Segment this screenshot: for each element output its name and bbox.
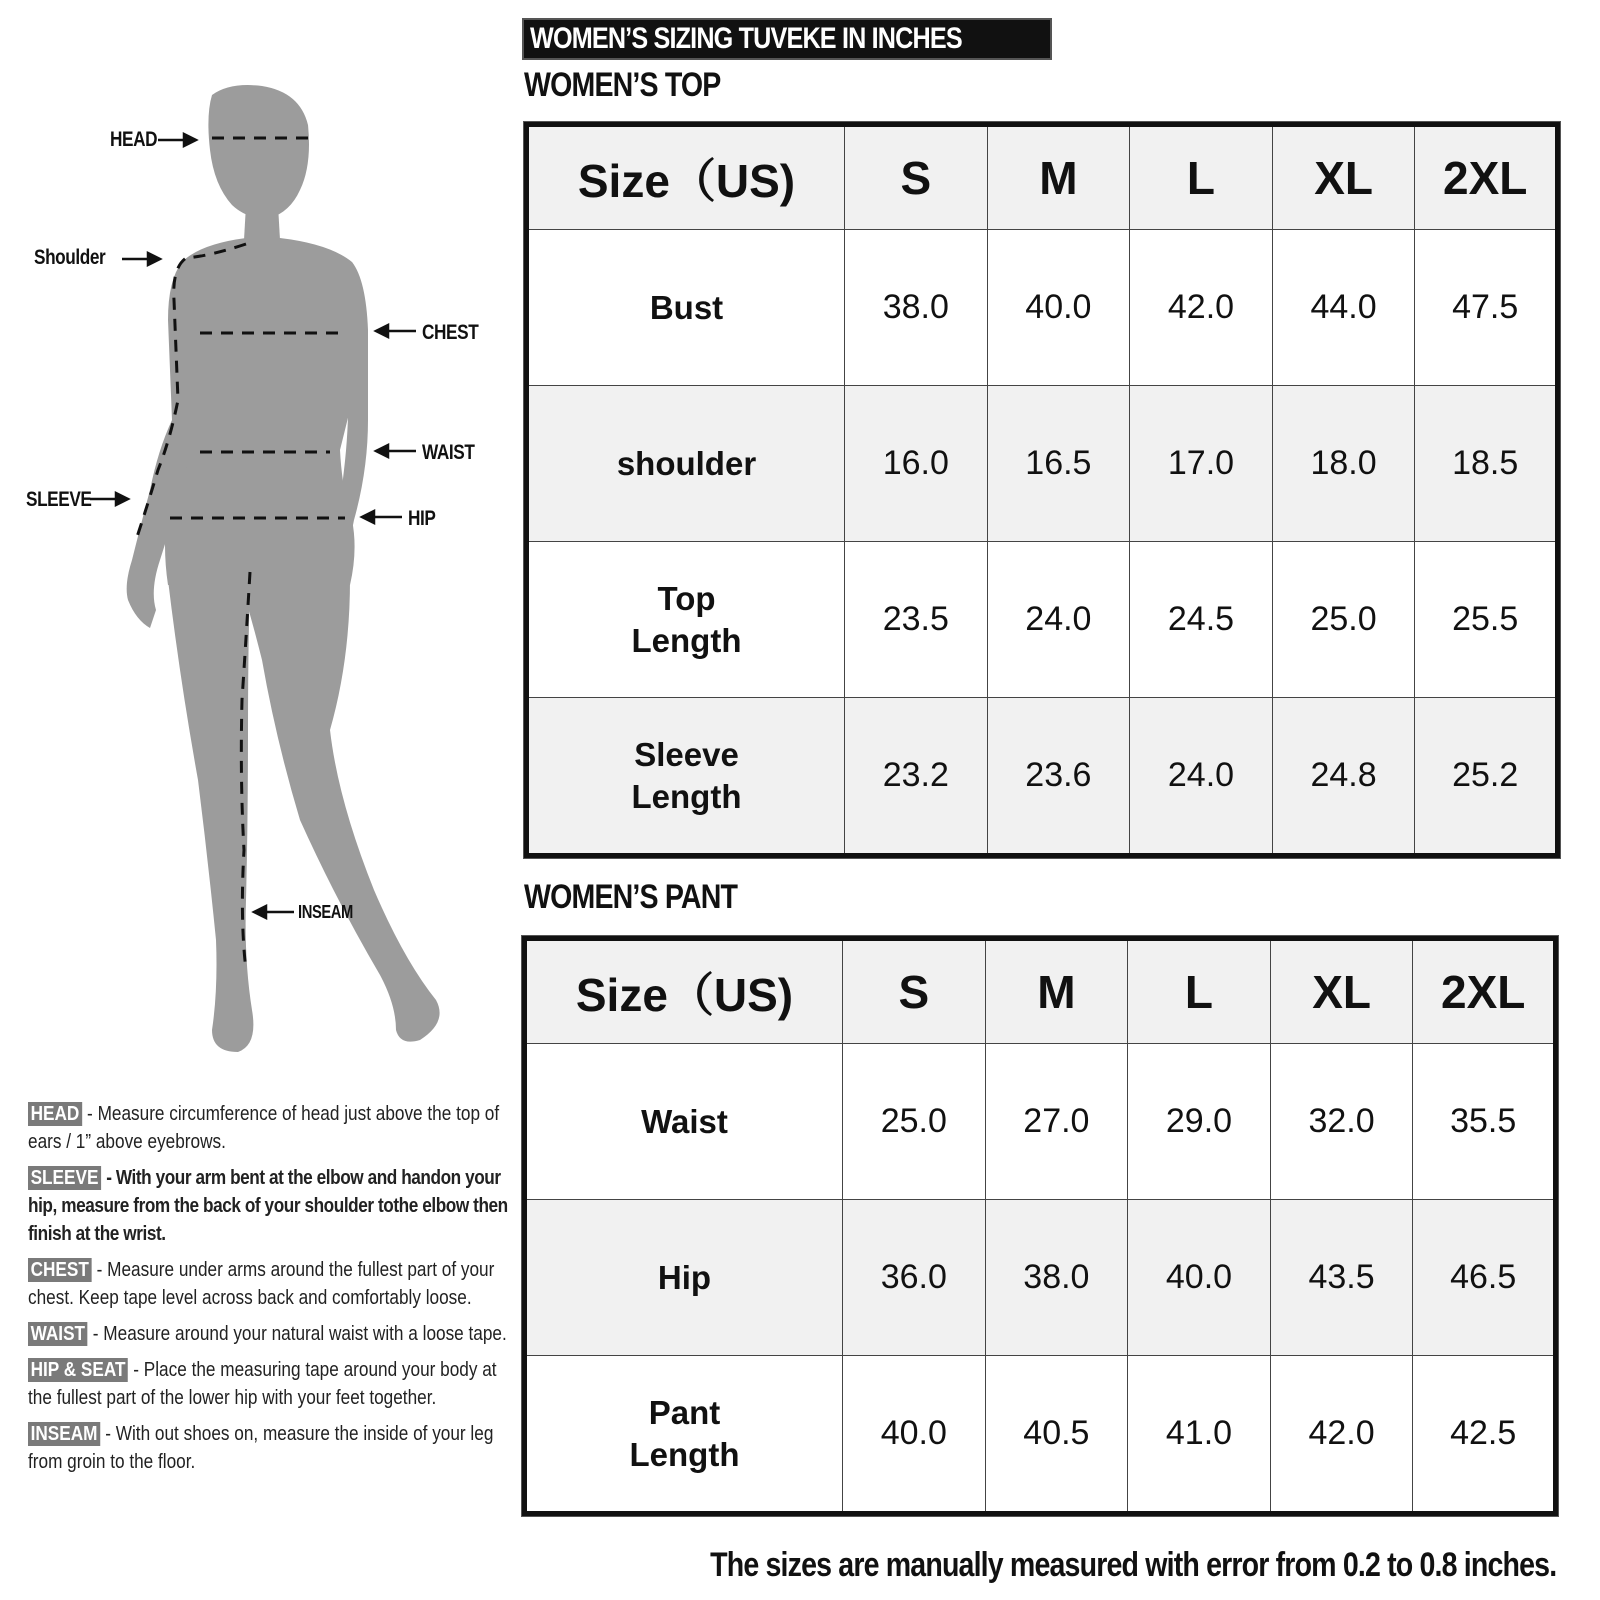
table-cell: 36.0 (843, 1200, 986, 1356)
header-cell: Size（US) (527, 125, 845, 230)
table-cell: 23.2 (845, 698, 988, 856)
legend-text: - Place the measuring tape around your body at the fullest part of the lower hip with your feet together. (28, 1359, 497, 1409)
top-size-table (524, 122, 1560, 858)
row-label: shoulder (527, 386, 845, 542)
pant-size-table (522, 936, 1558, 1516)
table-cell: 25.2 (1415, 698, 1558, 856)
table-cell: 16.0 (845, 386, 988, 542)
table-cell: 24.8 (1272, 698, 1415, 856)
legend-item-head (28, 1100, 508, 1156)
table-cell: 38.0 (985, 1200, 1128, 1356)
table-cell: 18.5 (1415, 386, 1558, 542)
top-section-title: WOMEN’S TOP (524, 66, 721, 104)
table-cell: 40.0 (987, 230, 1130, 386)
row-label: Waist (525, 1044, 843, 1200)
legend-item-chest (28, 1256, 508, 1312)
table-cell: 27.0 (985, 1044, 1128, 1200)
table-row (527, 698, 1558, 856)
table-cell: 43.5 (1270, 1200, 1413, 1356)
table-cell: 42.5 (1413, 1356, 1556, 1514)
table-cell: 32.0 (1270, 1044, 1413, 1200)
inseam-label: INSEAM (298, 902, 353, 922)
table-cell: 24.0 (1130, 698, 1273, 856)
legend-text: - Measure around your natural waist with a loose tape. (92, 1323, 507, 1345)
legend-badge: HIP & SEAT (28, 1358, 128, 1382)
page-title: WOMEN’S SIZING TUVEKE IN INCHES (522, 18, 1052, 60)
measurement-legend (28, 1100, 508, 1484)
silhouette-illustration (0, 0, 520, 1090)
row-label: Top Length (527, 542, 845, 698)
sleeve-label: SLEEVE (26, 488, 92, 511)
table-row (525, 1200, 1556, 1356)
table-cell: 17.0 (1130, 386, 1273, 542)
table-cell: 41.0 (1128, 1356, 1271, 1514)
row-label: Pant Length (525, 1356, 843, 1514)
legend-badge: CHEST (28, 1258, 91, 1282)
table-cell: 25.0 (843, 1044, 986, 1200)
legend-badge: SLEEVE (28, 1166, 101, 1190)
header-cell: Size（US) (525, 939, 843, 1044)
table-cell: 46.5 (1413, 1200, 1556, 1356)
row-label: Bust (527, 230, 845, 386)
table-cell: 25.0 (1272, 542, 1415, 698)
header-cell: XL (1270, 939, 1413, 1044)
body-measurement-figure (0, 0, 520, 1090)
legend-badge: WAIST (28, 1322, 88, 1346)
legend-text: - Measure circumference of head just above the top of ears / 1” above eyebrows. (28, 1103, 500, 1153)
table-cell: 42.0 (1130, 230, 1273, 386)
table-header-row (525, 939, 1556, 1044)
shoulder-label: Shoulder (34, 246, 106, 269)
footer-note: The sizes are manually measured with error from 0.2 to 0.8 inches. (709, 1546, 1556, 1584)
table-row (527, 542, 1558, 698)
chest-label: CHEST (422, 321, 479, 344)
table-cell: 47.5 (1415, 230, 1558, 386)
table-row (525, 1044, 1556, 1200)
table-cell: 38.0 (845, 230, 988, 386)
table-cell: 18.0 (1272, 386, 1415, 542)
waist-label: WAIST (422, 441, 475, 464)
table-row (525, 1356, 1556, 1514)
header-cell: M (987, 125, 1130, 230)
table-cell: 29.0 (1128, 1044, 1271, 1200)
table-cell: 42.0 (1270, 1356, 1413, 1514)
legend-item-inseam (28, 1420, 508, 1476)
table-cell: 40.0 (1128, 1200, 1271, 1356)
hip-label: HIP (408, 507, 436, 530)
table-row (527, 230, 1558, 386)
table-cell: 40.0 (843, 1356, 986, 1514)
table-row (527, 386, 1558, 542)
table-cell: 24.0 (987, 542, 1130, 698)
table-cell: 35.5 (1413, 1044, 1556, 1200)
header-cell: 2XL (1413, 939, 1556, 1044)
table-cell: 23.6 (987, 698, 1130, 856)
legend-text: - Measure under arms around the fullest part of your chest. Keep tape level across back and comfortably loose. (28, 1259, 495, 1309)
header-cell: L (1128, 939, 1271, 1044)
legend-badge: HEAD (28, 1102, 82, 1126)
legend-text: - With your arm bent at the elbow and handon your hip, measure from the back of your shoulder tothe elbow then finish at the wrist. (28, 1167, 508, 1245)
table-cell: 25.5 (1415, 542, 1558, 698)
table-cell: 16.5 (987, 386, 1130, 542)
table-header-row (527, 125, 1558, 230)
header-cell: L (1130, 125, 1273, 230)
pant-section-title: WOMEN’S PANT (524, 878, 738, 916)
header-cell: 2XL (1415, 125, 1558, 230)
legend-item-sleeve (28, 1164, 508, 1248)
row-label: Sleeve Length (527, 698, 845, 856)
legend-item-hip-seat (28, 1356, 508, 1412)
table-cell: 24.5 (1130, 542, 1273, 698)
legend-item-waist (28, 1320, 508, 1348)
header-cell: S (843, 939, 986, 1044)
header-cell: S (845, 125, 988, 230)
table-cell: 44.0 (1272, 230, 1415, 386)
header-cell: M (985, 939, 1128, 1044)
row-label: Hip (525, 1200, 843, 1356)
table-cell: 40.5 (985, 1356, 1128, 1514)
header-cell: XL (1272, 125, 1415, 230)
legend-text: - With out shoes on, measure the inside of your leg from groin to the floor. (28, 1423, 494, 1473)
table-cell: 23.5 (845, 542, 988, 698)
head-label: HEAD (110, 128, 158, 151)
legend-badge: INSEAM (28, 1422, 100, 1446)
